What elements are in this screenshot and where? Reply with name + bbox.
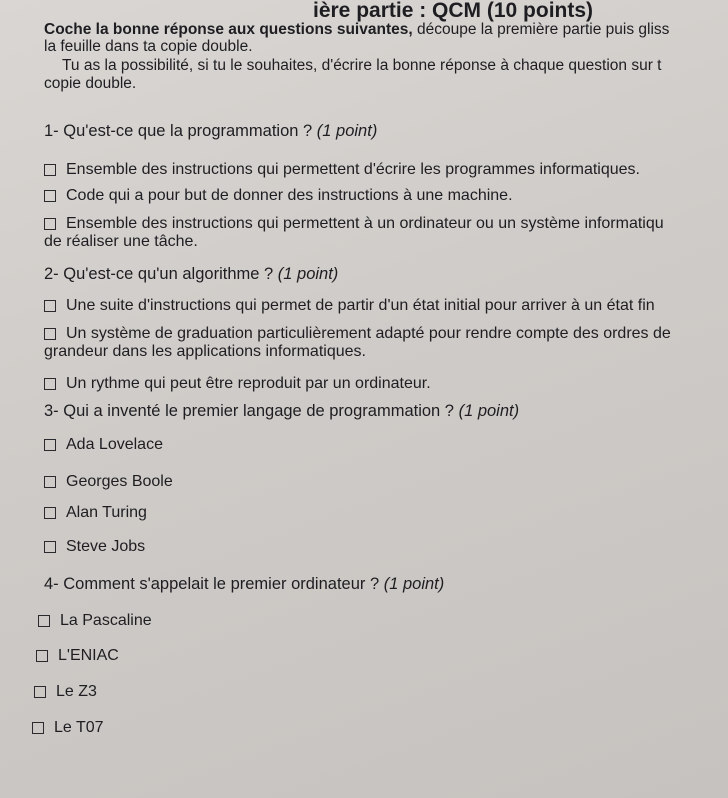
option-label: Alan Turing bbox=[66, 504, 147, 521]
question-1-option-3-continuation: de réaliser une tâche. bbox=[44, 233, 198, 250]
question-3 bbox=[44, 402, 519, 420]
instructions-line-1 bbox=[44, 21, 669, 39]
checkbox[interactable] bbox=[44, 541, 56, 553]
instructions-line-4: copie double. bbox=[44, 75, 137, 92]
instructions-line-2: la feuille dans ta copie double. bbox=[44, 38, 253, 55]
instructions-rest: découpe la première partie puis gliss bbox=[412, 21, 670, 38]
page-title: ière partie : QCM (10 points) bbox=[313, 0, 594, 22]
question-1 bbox=[44, 122, 377, 140]
instructions-line-3: Tu as la possibilité, si tu le souhaites, d'écrire la bonne réponse à chaque question sur t bbox=[62, 57, 662, 74]
instructions-bold: Coche la bonne réponse aux questions suivantes, bbox=[44, 21, 413, 38]
question-3-option-1[interactable] bbox=[44, 435, 163, 454]
question-3-label: 3- Qui a inventé le premier langage de programmation ? bbox=[44, 402, 454, 420]
checkbox[interactable] bbox=[44, 218, 56, 230]
checkbox[interactable] bbox=[44, 439, 56, 451]
question-4-label: 4- Comment s'appelait le premier ordinateur ? bbox=[44, 575, 380, 593]
question-2-option-2-continuation: grandeur dans les applications informatiques. bbox=[44, 343, 366, 360]
question-3-option-3[interactable] bbox=[44, 503, 147, 522]
checkbox[interactable] bbox=[36, 650, 48, 662]
option-label: Ensemble des instructions qui permettent à un ordinateur ou un système informatiqu bbox=[66, 215, 664, 232]
checkbox[interactable] bbox=[44, 328, 56, 340]
option-label: Code qui a pour but de donner des instructions à une machine. bbox=[66, 187, 513, 204]
question-3-option-4[interactable] bbox=[44, 537, 145, 556]
checkbox[interactable] bbox=[32, 722, 44, 734]
question-3-option-2[interactable] bbox=[44, 472, 173, 491]
option-label: La Pascaline bbox=[60, 612, 152, 629]
question-1-points: (1 point) bbox=[312, 122, 378, 140]
question-4-points: (1 point) bbox=[379, 575, 445, 593]
question-4 bbox=[44, 575, 444, 593]
question-1-option-2[interactable] bbox=[44, 186, 513, 205]
question-1-option-3[interactable] bbox=[44, 214, 664, 233]
question-2-label: 2- Qu'est-ce qu'un algorithme ? bbox=[44, 265, 274, 283]
checkbox[interactable] bbox=[44, 300, 56, 312]
checkbox[interactable] bbox=[34, 686, 46, 698]
option-label: Ada Lovelace bbox=[66, 436, 163, 453]
question-2-option-3[interactable] bbox=[44, 374, 431, 393]
checkbox[interactable] bbox=[44, 164, 56, 176]
question-1-option-1[interactable] bbox=[44, 160, 640, 179]
checkbox[interactable] bbox=[44, 507, 56, 519]
option-label: Le Z3 bbox=[56, 683, 97, 700]
question-3-points: (1 point) bbox=[453, 402, 520, 420]
checkbox[interactable] bbox=[44, 190, 56, 202]
question-2-option-2[interactable] bbox=[44, 324, 671, 343]
option-label: Ensemble des instructions qui permettent d'écrire les programmes informatiques. bbox=[66, 161, 640, 178]
question-4-option-3[interactable] bbox=[34, 682, 97, 701]
option-label: Un système de graduation particulièrement adapté pour rendre compte des ordres de bbox=[66, 325, 671, 342]
checkbox[interactable] bbox=[44, 378, 56, 390]
option-label: Un rythme qui peut être reproduit par un ordinateur. bbox=[66, 375, 431, 392]
question-1-label: 1- Qu'est-ce que la programmation ? bbox=[44, 122, 313, 140]
checkbox[interactable] bbox=[44, 476, 56, 488]
question-2-option-1[interactable] bbox=[44, 296, 655, 315]
question-2-points: (1 point) bbox=[273, 265, 339, 283]
option-label: L'ENIAC bbox=[58, 647, 119, 664]
question-4-option-4[interactable] bbox=[32, 718, 104, 737]
checkbox[interactable] bbox=[38, 615, 50, 627]
question-4-option-2[interactable] bbox=[36, 646, 119, 665]
option-label: Le T07 bbox=[54, 719, 104, 736]
option-label: Georges Boole bbox=[66, 473, 173, 490]
question-4-option-1[interactable] bbox=[38, 611, 152, 630]
question-2 bbox=[44, 265, 338, 283]
option-label: Une suite d'instructions qui permet de partir d'un état initial pour arriver à un état fin bbox=[66, 297, 655, 314]
option-label: Steve Jobs bbox=[66, 538, 146, 555]
